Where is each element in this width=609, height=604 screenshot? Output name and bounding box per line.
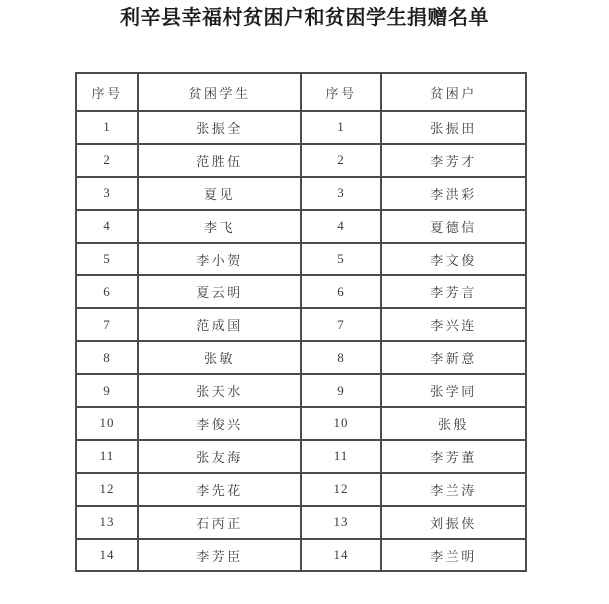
cell-student-index: 3	[76, 177, 138, 210]
cell-student-index: 13	[76, 506, 138, 539]
cell-student-index: 8	[76, 341, 138, 374]
cell-student-index: 4	[76, 210, 138, 243]
cell-household-index: 14	[301, 539, 381, 572]
cell-household-name: 李文俊	[381, 243, 526, 276]
table-row	[76, 440, 526, 473]
page-title: 利辛县幸福村贫困户和贫困学生捐赠名单	[120, 7, 489, 29]
cell-household-name: 张学同	[381, 374, 526, 407]
cell-household-name: 李芳言	[381, 275, 526, 308]
cell-household-index: 2	[301, 144, 381, 177]
cell-student-name: 夏云明	[138, 275, 301, 308]
cell-household-name: 张般	[381, 407, 526, 440]
table-row	[76, 539, 526, 572]
cell-student-index: 10	[76, 407, 138, 440]
cell-student-index: 1	[76, 111, 138, 144]
table-row	[76, 374, 526, 407]
cell-student-name: 夏见	[138, 177, 301, 210]
cell-student-name: 张振全	[138, 111, 301, 144]
cell-household-index: 8	[301, 341, 381, 374]
header-cell-households: 贫困户	[381, 73, 526, 111]
table-row	[76, 308, 526, 341]
cell-household-name: 李洪彩	[381, 177, 526, 210]
table-row	[76, 473, 526, 506]
cell-household-index: 9	[301, 374, 381, 407]
cell-household-index: 3	[301, 177, 381, 210]
table-row	[76, 111, 526, 144]
cell-student-index: 14	[76, 539, 138, 572]
cell-household-name: 李兴连	[381, 308, 526, 341]
table-row	[76, 407, 526, 440]
cell-student-name: 李芳臣	[138, 539, 301, 572]
cell-household-index: 11	[301, 440, 381, 473]
table-header-row	[76, 73, 526, 111]
cell-student-name: 李俊兴	[138, 407, 301, 440]
cell-student-name: 张敏	[138, 341, 301, 374]
cell-household-index: 5	[301, 243, 381, 276]
header-cell-index-households: 序号	[301, 73, 381, 111]
cell-household-name: 李兰涛	[381, 473, 526, 506]
cell-household-name: 李兰明	[381, 539, 526, 572]
cell-student-name: 张友海	[138, 440, 301, 473]
table-row	[76, 506, 526, 539]
table-row	[76, 210, 526, 243]
cell-household-index: 1	[301, 111, 381, 144]
cell-household-index: 6	[301, 275, 381, 308]
cell-student-index: 2	[76, 144, 138, 177]
cell-household-name: 夏德信	[381, 210, 526, 243]
cell-household-name: 李芳董	[381, 440, 526, 473]
cell-student-name: 张天水	[138, 374, 301, 407]
table-row	[76, 243, 526, 276]
table-row	[76, 144, 526, 177]
table-row	[76, 341, 526, 374]
cell-student-index: 5	[76, 243, 138, 276]
cell-student-index: 7	[76, 308, 138, 341]
cell-household-index: 13	[301, 506, 381, 539]
cell-student-index: 6	[76, 275, 138, 308]
cell-student-index: 12	[76, 473, 138, 506]
cell-household-index: 7	[301, 308, 381, 341]
table-row	[76, 275, 526, 308]
cell-student-name: 石丙正	[138, 506, 301, 539]
table-row	[76, 177, 526, 210]
cell-household-name: 张振田	[381, 111, 526, 144]
cell-household-name: 李新意	[381, 341, 526, 374]
cell-household-name: 刘振侠	[381, 506, 526, 539]
table-body	[76, 111, 526, 571]
cell-household-name: 李芳才	[381, 144, 526, 177]
cell-student-name: 李飞	[138, 210, 301, 243]
cell-student-name: 李先花	[138, 473, 301, 506]
donation-roster-table	[75, 72, 527, 572]
cell-student-name: 范成国	[138, 308, 301, 341]
cell-student-index: 11	[76, 440, 138, 473]
cell-student-name: 李小贺	[138, 243, 301, 276]
header-cell-students: 贫困学生	[138, 73, 301, 111]
cell-household-index: 10	[301, 407, 381, 440]
cell-student-index: 9	[76, 374, 138, 407]
cell-household-index: 4	[301, 210, 381, 243]
header-cell-index-students: 序号	[76, 73, 138, 111]
cell-student-name: 范胜伍	[138, 144, 301, 177]
cell-household-index: 12	[301, 473, 381, 506]
